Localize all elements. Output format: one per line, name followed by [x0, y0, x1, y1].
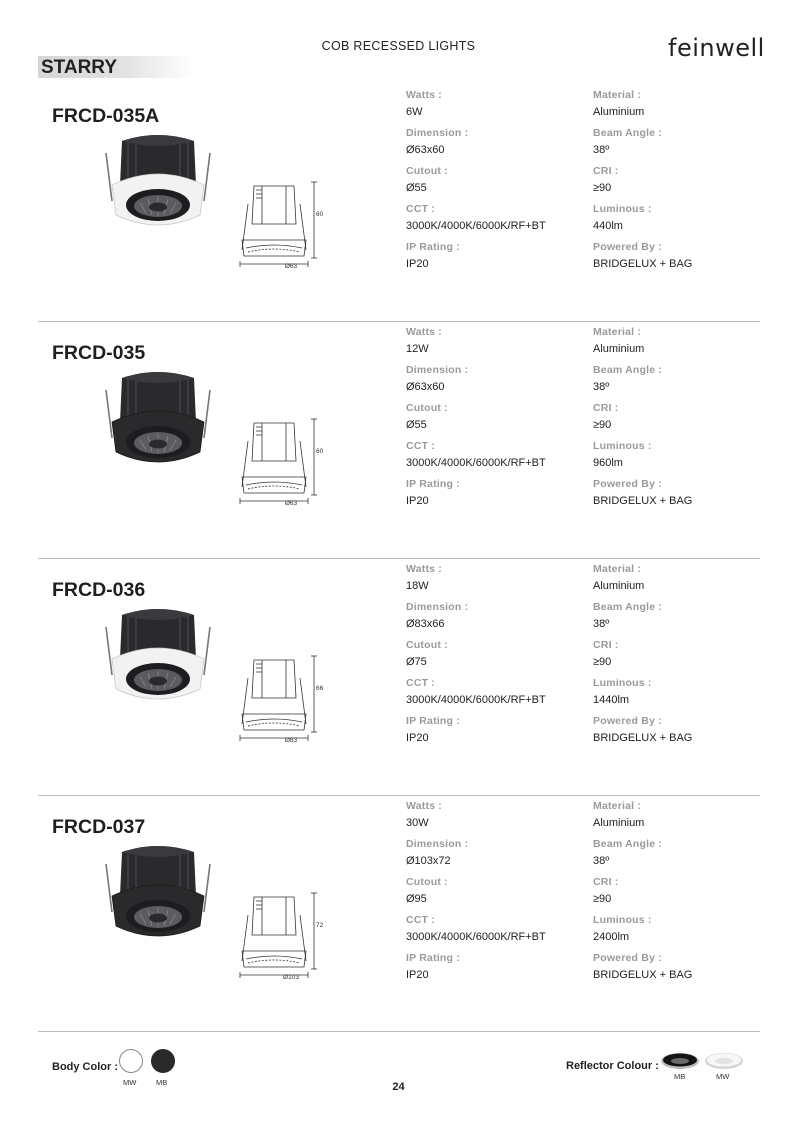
spec-value: 3000K/4000K/6000K/RF+BT: [406, 220, 546, 232]
spec-label: Cutout :: [406, 402, 448, 414]
spec-cutout: [406, 639, 576, 668]
spec-cutout: [406, 876, 576, 905]
spec-watts: [406, 800, 576, 829]
drawing-height-label: 60: [316, 448, 324, 455]
spec-dimension: [406, 364, 576, 393]
spec-label: Dimension :: [406, 364, 469, 376]
spec-value: IP20: [406, 258, 429, 270]
spec-label: Watts :: [406, 89, 443, 101]
spec-label: CCT :: [406, 914, 435, 926]
spec-value: 30W: [406, 817, 429, 829]
spec-powered-by: [593, 952, 763, 981]
spec-luminous: [593, 440, 763, 469]
spec-cct: [406, 914, 576, 943]
spec-value: 3000K/4000K/6000K/RF+BT: [406, 931, 546, 943]
spec-label: Watts :: [406, 800, 443, 812]
spec-value: ≥90: [593, 182, 612, 194]
spec-value: 1440lm: [593, 694, 630, 706]
spec-label: IP Rating :: [406, 241, 460, 253]
spec-beam-angle: [593, 601, 763, 630]
spec-label: Beam Angle :: [593, 601, 663, 613]
reflector-colour-label: Reflector Colour :: [566, 1060, 659, 1072]
spec-label: Material :: [593, 326, 642, 338]
spec-value: Ø55: [406, 182, 427, 194]
product-block: [38, 321, 760, 552]
spec-value: 2400lm: [593, 931, 630, 943]
spec-label: Powered By :: [593, 241, 662, 253]
spec-value: Aluminium: [593, 580, 645, 592]
spec-label: IP Rating :: [406, 478, 460, 490]
drawing-height-label: 66: [316, 685, 324, 692]
spec-label: Beam Angle :: [593, 838, 663, 850]
product-block: [38, 795, 760, 1026]
spec-value: 38º: [593, 618, 610, 630]
spec-value: Aluminium: [593, 343, 645, 355]
product-model: FRCD-035: [52, 342, 146, 364]
reflector-code-mb: MB: [674, 1072, 686, 1081]
spec-label: Watts :: [406, 563, 443, 575]
spec-cri: [593, 876, 763, 905]
spec-label: IP Rating :: [406, 715, 460, 727]
spec-value: 18W: [406, 580, 429, 592]
spec-beam-angle: [593, 364, 763, 393]
spec-label: Material :: [593, 800, 642, 812]
series-label: STARRY: [41, 57, 117, 78]
footer-rule: [38, 1031, 760, 1032]
spec-label: Luminous :: [593, 914, 652, 926]
spec-powered-by: [593, 715, 763, 744]
product-block: [38, 558, 760, 789]
spec-dimension: [406, 127, 576, 156]
spec-value: Aluminium: [593, 817, 645, 829]
spec-value: IP20: [406, 732, 429, 744]
spec-powered-by: [593, 241, 763, 270]
spec-value: BRIDGELUX + BAG: [593, 732, 693, 744]
drawing-width-label: Ø83: [284, 737, 298, 744]
page-number: 24: [392, 1081, 405, 1093]
spec-label: Watts :: [406, 326, 443, 338]
spec-ip-rating: [406, 241, 576, 270]
spec-label: Cutout :: [406, 876, 448, 888]
spec-value: Ø95: [406, 893, 427, 905]
spec-value: 12W: [406, 343, 429, 355]
spec-value: 6W: [406, 106, 423, 118]
spec-material: [593, 89, 763, 118]
spec-beam-angle: [593, 838, 763, 867]
spec-dimension: [406, 838, 576, 867]
spec-label: CCT :: [406, 677, 435, 689]
drawing-height-label: 72: [316, 922, 324, 929]
spec-cri: [593, 165, 763, 194]
spec-value: Ø63x60: [406, 381, 445, 393]
body-color-code-mw: MW: [123, 1078, 137, 1087]
reflector-swatch-mw: [704, 1051, 744, 1071]
spec-label: Cutout :: [406, 639, 448, 651]
spec-cutout: [406, 165, 576, 194]
spec-watts: [406, 326, 576, 355]
spec-value: Aluminium: [593, 106, 645, 118]
product-model: FRCD-036: [52, 579, 146, 601]
spec-label: CCT :: [406, 440, 435, 452]
spec-value: Ø55: [406, 419, 427, 431]
spec-dimension: [406, 601, 576, 630]
spec-label: Powered By :: [593, 952, 662, 964]
spec-cutout: [406, 402, 576, 431]
technical-drawing: [234, 417, 329, 507]
spec-label: Powered By :: [593, 715, 662, 727]
spec-value: 3000K/4000K/6000K/RF+BT: [406, 457, 546, 469]
product-photo: [98, 834, 218, 954]
spec-label: Dimension :: [406, 127, 469, 139]
spec-value: IP20: [406, 495, 429, 507]
spec-value: 38º: [593, 144, 610, 156]
spec-value: 38º: [593, 381, 610, 393]
product-photo: [98, 597, 218, 717]
product-block: [38, 85, 760, 315]
product-model: FRCD-037: [52, 816, 146, 838]
spec-label: Beam Angle :: [593, 364, 663, 376]
product-photo: [98, 123, 218, 243]
reflector-swatch-mb: [660, 1051, 700, 1071]
drawing-height-label: 60: [316, 211, 324, 218]
spec-label: Luminous :: [593, 677, 652, 689]
spec-label: Luminous :: [593, 203, 652, 215]
spec-value: ≥90: [593, 893, 612, 905]
spec-cri: [593, 639, 763, 668]
spec-label: CRI :: [593, 639, 619, 651]
spec-value: 960lm: [593, 457, 623, 469]
spec-value: 440lm: [593, 220, 623, 232]
spec-cct: [406, 440, 576, 469]
spec-value: Ø83x66: [406, 618, 445, 630]
brand-logo: feinwell: [668, 34, 765, 62]
document-header-title: COB RECESSED LIGHTS: [321, 39, 476, 53]
technical-drawing: [234, 654, 329, 744]
spec-value: Ø103x72: [406, 855, 451, 867]
spec-label: CRI :: [593, 402, 619, 414]
drawing-width-label: Ø63: [284, 263, 298, 270]
spec-value: 3000K/4000K/6000K/RF+BT: [406, 694, 546, 706]
drawing-width-label: Ø103: [283, 974, 299, 981]
spec-ip-rating: [406, 715, 576, 744]
spec-beam-angle: [593, 127, 763, 156]
body-color-swatch-mb: [151, 1049, 175, 1073]
spec-label: Material :: [593, 89, 642, 101]
spec-luminous: [593, 677, 763, 706]
spec-label: Luminous :: [593, 440, 652, 452]
spec-cct: [406, 677, 576, 706]
spec-luminous: [593, 914, 763, 943]
spec-label: IP Rating :: [406, 952, 460, 964]
spec-cri: [593, 402, 763, 431]
spec-material: [593, 800, 763, 829]
spec-cct: [406, 203, 576, 232]
spec-watts: [406, 563, 576, 592]
spec-label: Powered By :: [593, 478, 662, 490]
spec-watts: [406, 89, 576, 118]
spec-value: IP20: [406, 969, 429, 981]
product-model: FRCD-035A: [52, 105, 160, 127]
drawing-width-label: Ø63: [284, 500, 298, 507]
spec-material: [593, 326, 763, 355]
body-color-code-mb: MB: [156, 1078, 168, 1087]
spec-ip-rating: [406, 478, 576, 507]
reflector-code-mw: MW: [716, 1072, 730, 1081]
spec-value: Ø63x60: [406, 144, 445, 156]
spec-value: ≥90: [593, 419, 612, 431]
product-photo: [98, 360, 218, 480]
spec-value: BRIDGELUX + BAG: [593, 969, 693, 981]
spec-label: CRI :: [593, 876, 619, 888]
spec-powered-by: [593, 478, 763, 507]
body-color-swatch-mw: [119, 1049, 143, 1073]
technical-drawing: [234, 891, 329, 981]
spec-value: 38º: [593, 855, 610, 867]
spec-label: Cutout :: [406, 165, 448, 177]
body-color-label: Body Color :: [52, 1061, 118, 1073]
technical-drawing: [234, 180, 329, 270]
spec-value: BRIDGELUX + BAG: [593, 258, 693, 270]
spec-label: Dimension :: [406, 601, 469, 613]
spec-value: Ø75: [406, 656, 427, 668]
spec-luminous: [593, 203, 763, 232]
spec-label: Beam Angle :: [593, 127, 663, 139]
spec-label: CCT :: [406, 203, 435, 215]
spec-label: CRI :: [593, 165, 619, 177]
spec-ip-rating: [406, 952, 576, 981]
spec-material: [593, 563, 763, 592]
spec-label: Dimension :: [406, 838, 469, 850]
spec-label: Material :: [593, 563, 642, 575]
spec-value: ≥90: [593, 656, 612, 668]
spec-value: BRIDGELUX + BAG: [593, 495, 693, 507]
